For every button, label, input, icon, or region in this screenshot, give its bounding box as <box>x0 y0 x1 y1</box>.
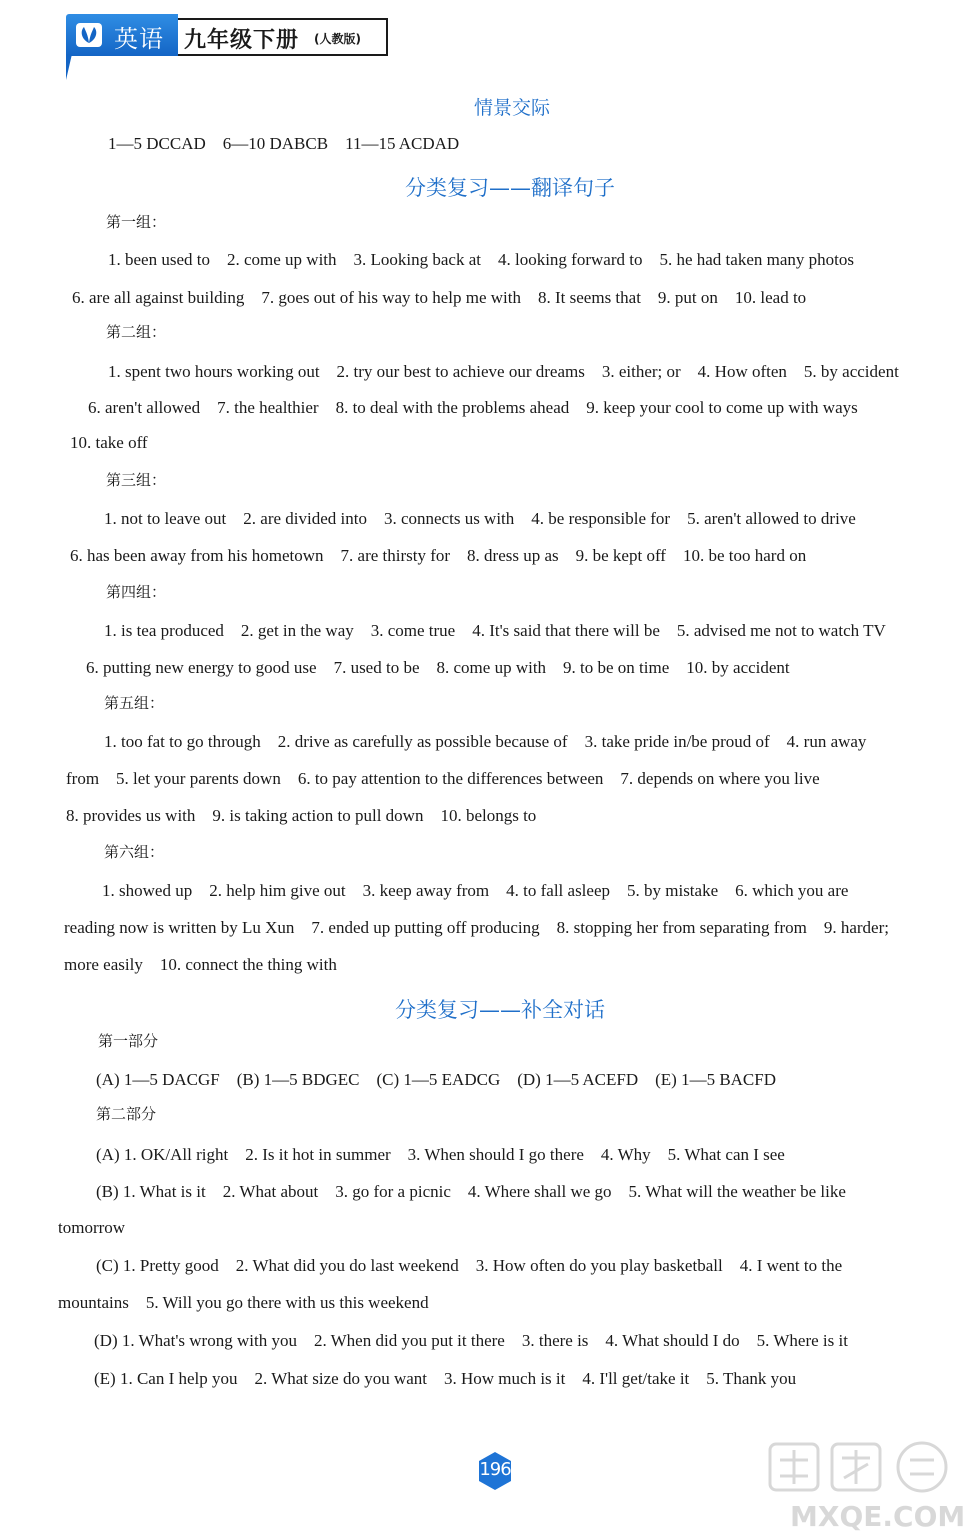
answer-line: (B) 1. What is it 2. What about 3. go for a picnic 4. Where shall we go 5. What will the weather be like <box>96 1182 846 1201</box>
answer-line: (A) 1—5 DACGF (B) 1—5 BDGEC (C) 1—5 EADCG (D) 1—5 ACEFD (E) 1—5 BACFD <box>96 1070 776 1089</box>
answer-line: 8. provides us with 9. is taking action to pull down 10. belongs to <box>66 806 537 825</box>
answer-line: 6. has been away from his hometown 7. are thirsty for 8. dress up as 9. be kept off 10. be too hard on <box>70 546 807 565</box>
answer-line: 1. been used to 2. come up with 3. Looking back at 4. looking forward to 5. he had taken many photos <box>108 250 854 269</box>
grade-label: 九年级下册 <box>184 27 300 53</box>
leaf-icon <box>75 22 103 48</box>
group-label: 第六组： <box>104 843 165 861</box>
answer-line: (E) 1. Can I help you 2. What size do you want 3. How much is it 4. I'll get/take it 5. Thank you <box>94 1369 797 1388</box>
grade-box <box>178 18 388 56</box>
answer-line: 1. too fat to go through 2. drive as carefully as possible because of 3. take pride in/be proud of 4. run away <box>104 732 867 751</box>
group-label: 第二组： <box>106 323 167 341</box>
answer-line: tomorrow <box>58 1218 126 1237</box>
section-answers: 1—5 DCCAD 6—10 DABCB 11—15 ACDAD <box>108 134 460 153</box>
watermark-logo <box>760 1440 970 1532</box>
answer-line: 1. spent two hours working out 2. try our best to achieve our dreams 3. either; or 4. How often 5. by accident <box>108 362 899 381</box>
answer-line: (D) 1. What's wrong with you 2. When did you put it there 3. there is 4. What should I do 5. Where is it <box>94 1331 848 1350</box>
svg-text:MXQE.COM: MXQE.COM <box>790 1500 966 1532</box>
section-title-translate-sentences: 分类复习——翻译句子 <box>405 176 615 200</box>
answer-line: (A) 1. OK/All right 2. Is it hot in summer 3. When should I go there 4. Why 5. What can I see <box>96 1145 785 1164</box>
answer-line: (C) 1. Pretty good 2. What did you do last weekend 3. How often do you play basketball 4. I went to the <box>96 1256 843 1275</box>
answer-line: 1. not to leave out 2. are divided into 3. connects us with 4. be responsible for 5. aren't allowed to drive <box>104 509 856 528</box>
section-title-situational-dialog: 情景交际 <box>473 97 550 119</box>
group-label: 第三组： <box>106 471 167 489</box>
tab-tail <box>66 54 72 80</box>
group-label: 第一组： <box>106 213 167 231</box>
answer-line: reading now is written by Lu Xun 7. ended up putting off producing 8. stopping her from separating from 9. harder; <box>64 918 889 937</box>
group-label: 第四组： <box>106 583 167 601</box>
group-label: 第五组： <box>104 694 165 712</box>
edition-label: (人教版) <box>314 32 361 46</box>
answer-line: 1. showed up 2. help him give out 3. keep away from 4. to fall asleep 5. by mistake 6. which you are <box>102 881 849 900</box>
answer-line: 10. take off <box>70 433 148 452</box>
answer-line: 1. is tea produced 2. get in the way 3. come true 4. It's said that there will be 5. advised me not to watch TV <box>104 621 886 640</box>
subject-label: 英语 <box>114 25 164 53</box>
part-label: 第一部分 <box>98 1032 159 1050</box>
answer-line: more easily 10. connect the thing with <box>64 955 337 974</box>
page-header <box>66 14 390 78</box>
part-label: 第二部分 <box>96 1105 157 1123</box>
answer-line: 6. aren't allowed 7. the healthier 8. to deal with the problems ahead 9. keep your cool to come up with ways <box>88 398 858 417</box>
answer-line: from 5. let your parents down 6. to pay attention to the differences between 7. depends on where you live <box>66 769 820 788</box>
section-title-complete-dialog: 分类复习——补全对话 <box>395 998 605 1022</box>
answer-line: 6. are all against building 7. goes out of his way to help me with 8. It seems that 9. put on 10. lead to <box>72 288 807 307</box>
answer-line: mountains 5. Will you go there with us this weekend <box>58 1293 429 1312</box>
page-number: 196 <box>479 1459 511 1480</box>
answer-line: 6. putting new energy to good use 7. used to be 8. come up with 9. to be on time 10. by accident <box>86 658 790 677</box>
